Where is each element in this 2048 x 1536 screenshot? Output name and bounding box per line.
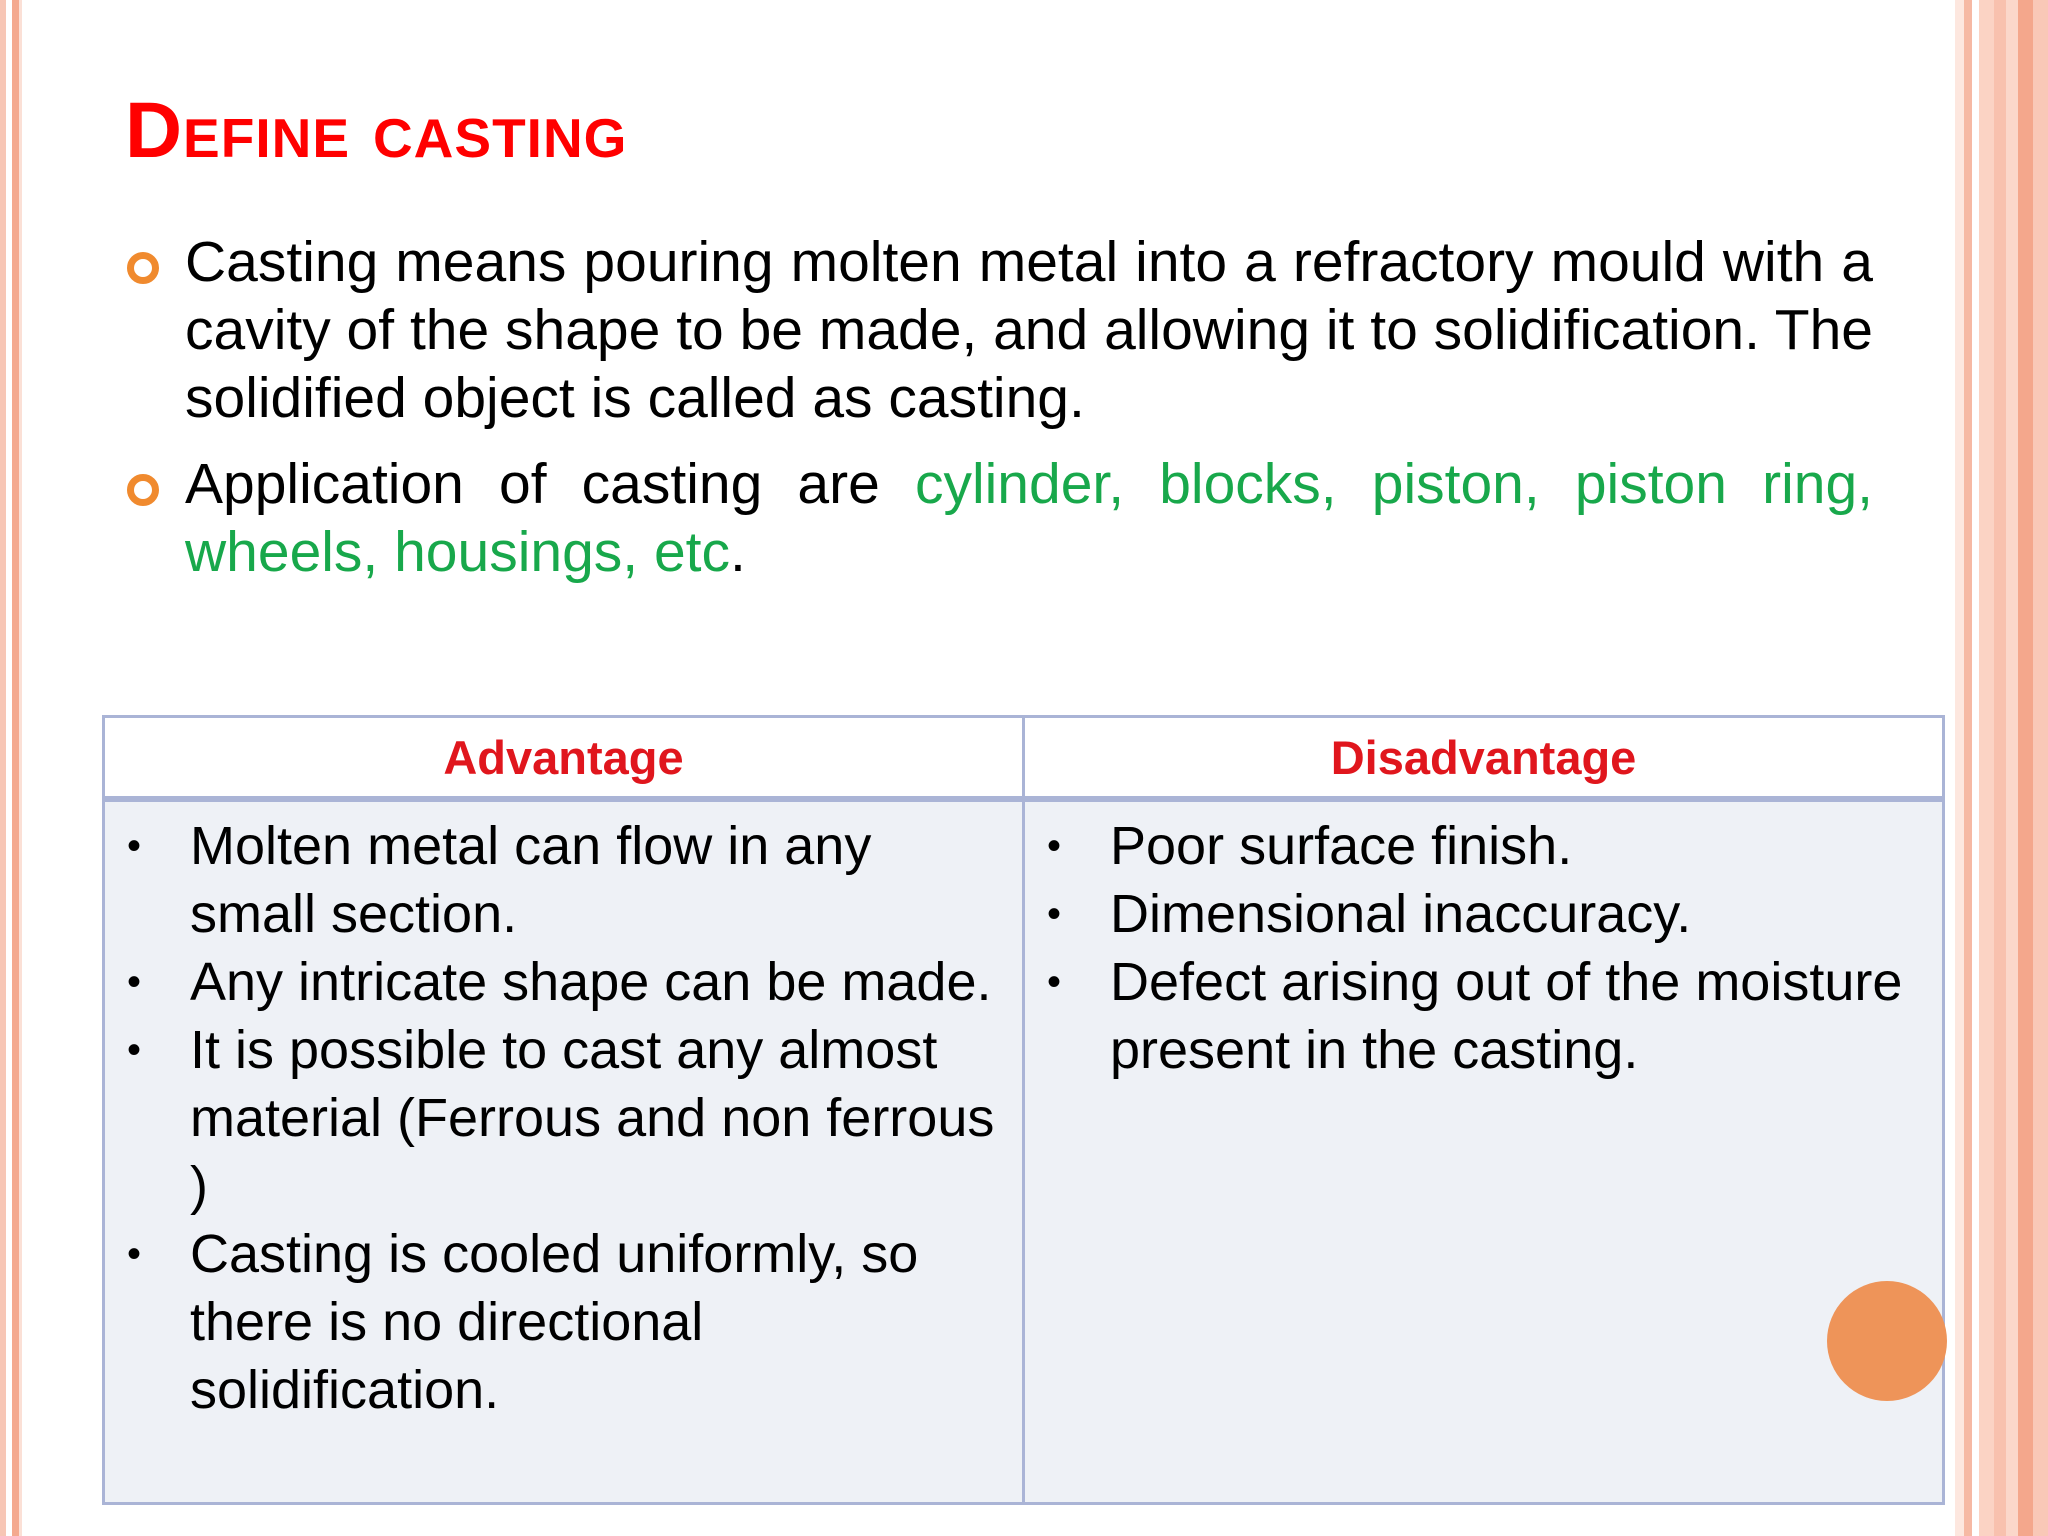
list-item: [105, 1016, 1022, 1220]
advantage-text: Casting is cooled uniformly, so there is no directional solidification.: [190, 1224, 919, 1420]
header-advantage: Advantage: [104, 717, 1024, 800]
right-stripe: [1994, 0, 2006, 1536]
right-stripe: [2006, 0, 2018, 1536]
ring-bullet-icon: [127, 252, 159, 284]
advantages-cell: [104, 799, 1024, 1504]
table-header-row: [104, 717, 1944, 800]
bullet-dot-icon: •: [1047, 824, 1062, 868]
bullet-text-prefix: Application of casting are: [185, 452, 915, 516]
disadvantage-text: Defect arising out of the moisture present in the casting.: [1110, 952, 1903, 1080]
ring-bullet-icon: [127, 474, 159, 506]
right-stripe: [2018, 0, 2033, 1536]
bullet-dot-icon: •: [127, 1028, 142, 1072]
disadvantage-text: Poor surface finish.: [1110, 816, 1573, 876]
advantage-text: Any intricate shape can be made.: [190, 952, 992, 1012]
list-item: [105, 1220, 1022, 1424]
right-stripe: [1964, 0, 1972, 1536]
left-stripe: [19, 0, 22, 1536]
right-stripe: [1955, 0, 1964, 1536]
header-disadvantage: Disadvantage: [1024, 717, 1944, 800]
bullet-dot-icon: •: [1047, 960, 1062, 1004]
advantage-text: Molten metal can flow in any small section.: [190, 816, 872, 944]
table-row: [104, 799, 1944, 1504]
disadvantages-cell: [1024, 799, 1944, 1504]
bullet-dot-icon: •: [1047, 892, 1062, 936]
left-stripe: [0, 0, 6, 1536]
bullet-dot-icon: •: [127, 1232, 142, 1276]
list-item: [1025, 948, 1942, 1084]
right-stripe: [1979, 0, 1994, 1536]
advantages-list: [105, 812, 1022, 1424]
disadvantage-text: Dimensional inaccuracy.: [1110, 884, 1692, 944]
bullet-item: [125, 450, 1873, 586]
bullet-item: [125, 228, 1873, 432]
slide-title: Define casting: [125, 85, 628, 174]
advantages-table: [102, 715, 1945, 1505]
applications-highlight: cylinder, blocks, piston, piston ring, wheels, housings, etc: [185, 452, 1873, 584]
bullet-list: [125, 228, 1873, 586]
list-item: [105, 812, 1022, 948]
bullet-text-suffix: .: [729, 520, 746, 584]
bullet-text: Casting means pouring molten metal into a refractory mould with a cavity of the shape to be made, and allowing it to solidification. The solidified object is called as casting.: [185, 230, 1873, 430]
list-item: [105, 948, 1022, 1016]
disadvantages-list: [1025, 812, 1942, 1084]
right-stripe: [2033, 0, 2048, 1536]
advantage-text: It is possible to cast any almost material (Ferrous and non ferrous ): [190, 1020, 995, 1216]
bullet-dot-icon: •: [127, 960, 142, 1004]
list-item: [1025, 812, 1942, 880]
list-item: [1025, 880, 1942, 948]
decorative-circle: [1827, 1281, 1947, 1401]
bullet-dot-icon: •: [127, 824, 142, 868]
left-stripe: [12, 0, 19, 1536]
